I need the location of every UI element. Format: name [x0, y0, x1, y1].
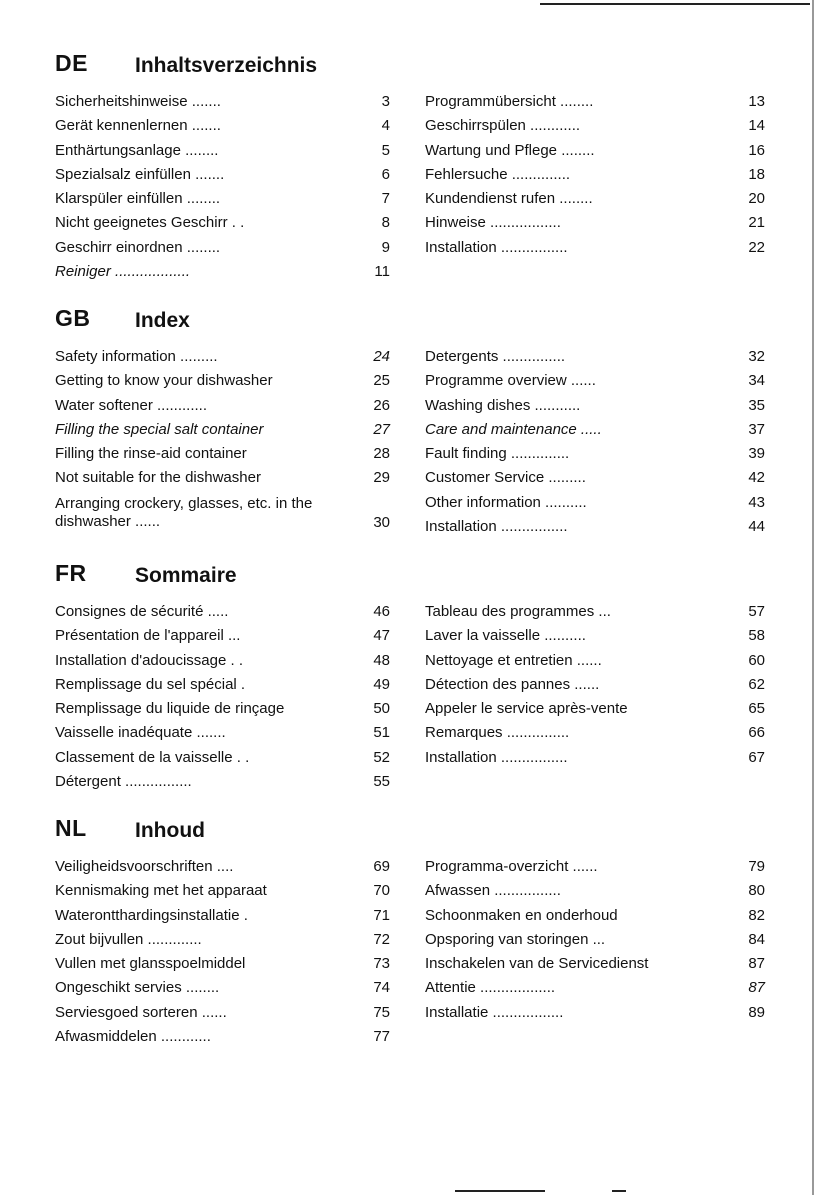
- toc-entry[interactable]: [55, 491, 390, 533]
- toc-entry-page: 69: [373, 858, 390, 875]
- toc-entry-page: 6: [381, 165, 390, 183]
- toc-entry[interactable]: [55, 721, 390, 745]
- toc-entry[interactable]: [55, 855, 390, 879]
- language-code: NL: [55, 815, 87, 841]
- toc-entry-title: Fehlersuche ..............: [425, 165, 571, 183]
- toc-entry-title: Kundendienst rufen ........: [425, 190, 593, 208]
- toc-entry-title: Remplissage du sel spécial .: [55, 675, 246, 693]
- toc-entry-page: 27: [373, 420, 390, 438]
- toc-entry-title: Reiniger ..................: [55, 263, 191, 281]
- toc-entry[interactable]: [55, 904, 390, 928]
- toc-right-column: [425, 345, 765, 539]
- toc-entry[interactable]: [425, 90, 765, 114]
- toc-entry-title: Washing dishes ...........: [425, 396, 581, 414]
- toc-entry[interactable]: [425, 673, 765, 697]
- toc-entry-title: Remplissage du liquide de rinçage: [55, 700, 285, 718]
- toc-entry[interactable]: [425, 721, 765, 745]
- toc-entry-page: 7: [381, 190, 390, 208]
- toc-entry-page: 22: [748, 238, 765, 256]
- toc-entry-page: 26: [373, 396, 390, 414]
- toc-entry-page: 49: [373, 675, 390, 693]
- toc-entry-page: 77: [373, 1028, 390, 1046]
- toc-entry[interactable]: [55, 369, 390, 393]
- toc-entry-title: Afwassen ................: [425, 882, 561, 900]
- toc-entry-title: Installation ................: [425, 238, 568, 256]
- toc-entry[interactable]: [55, 90, 390, 114]
- toc-entry[interactable]: [425, 139, 765, 163]
- toc-entry[interactable]: [425, 114, 765, 138]
- toc-entry-title: Geschirr einordnen ........: [55, 238, 221, 256]
- scan-right-edge: [812, 0, 814, 1195]
- toc-entry-page: 65: [748, 700, 765, 718]
- section-nl: [55, 815, 765, 1046]
- toc-entry-title: Veiligheidsvoorschriften ....: [55, 858, 234, 875]
- toc-entry[interactable]: [425, 345, 765, 369]
- toc-entry-page: 30: [373, 513, 390, 531]
- toc-entry-title: Schoonmaken en onderhoud: [425, 906, 618, 924]
- toc-entry-title: Laver la vaisselle ..........: [425, 627, 586, 645]
- toc-entry-title: Ongeschikt servies ........: [55, 979, 220, 997]
- toc-entry-title: Installation ................: [425, 518, 568, 536]
- toc-entry-page: 35: [748, 396, 765, 414]
- toc-entry[interactable]: [55, 624, 390, 648]
- toc-entry[interactable]: [55, 236, 390, 260]
- toc-entry-title: Programme overview ......: [425, 372, 596, 390]
- toc-entry-page: 47: [373, 627, 390, 645]
- section-gb: [55, 305, 765, 536]
- toc-entry[interactable]: [55, 466, 390, 490]
- toc-entry-page: 24: [373, 348, 390, 365]
- toc-entry-page: 72: [373, 930, 390, 948]
- toc-entry-title: Fault finding ..............: [425, 445, 570, 463]
- toc-entry-title: Care and maintenance .....: [425, 420, 602, 438]
- toc-entry-page: 32: [748, 348, 765, 365]
- toc-entry-page: 52: [373, 748, 390, 766]
- toc-entry[interactable]: [425, 491, 765, 515]
- toc-entry[interactable]: [425, 236, 765, 260]
- toc-entry-page: 44: [748, 518, 765, 536]
- toc-entry-title: Filling the special salt container: [55, 420, 264, 438]
- toc-entry-page: 21: [748, 214, 765, 232]
- toc-left-column: [55, 600, 390, 794]
- toc-entry-title: Tableau des programmes ...: [425, 603, 611, 620]
- toc-entry-page: 74: [373, 979, 390, 997]
- toc-entry-page: 62: [748, 675, 765, 693]
- toc-entry-page: 48: [373, 651, 390, 669]
- toc-entry[interactable]: [425, 879, 765, 903]
- toc-entry-title: Zout bijvullen .............: [55, 930, 202, 948]
- section-heading: [55, 50, 765, 90]
- toc-entry-page: 82: [748, 906, 765, 924]
- toc-entry-page: 4: [381, 117, 390, 135]
- toc-entry-page: 73: [373, 955, 390, 973]
- toc-entry[interactable]: [55, 260, 390, 284]
- toc-entry[interactable]: [55, 1001, 390, 1025]
- toc-entry-page: 20: [748, 190, 765, 208]
- toc-entry[interactable]: [55, 976, 390, 1000]
- toc-entry[interactable]: [425, 163, 765, 187]
- toc-right-column: [425, 90, 765, 260]
- toc-entry[interactable]: [425, 600, 765, 624]
- toc-entry-title: Detergents ...............: [425, 348, 566, 365]
- toc-entry-title: Sicherheitshinweise .......: [55, 93, 221, 110]
- toc-entry-page: 43: [748, 493, 765, 511]
- toc-entry[interactable]: [425, 952, 765, 976]
- toc-entry-title: Consignes de sécurité .....: [55, 603, 229, 620]
- toc-entry-page: 87: [748, 955, 765, 973]
- toc-entry[interactable]: [55, 649, 390, 673]
- toc-entry-page: 3: [381, 93, 390, 110]
- toc-entry-page: 46: [373, 603, 390, 620]
- toc-entry-page: 28: [373, 445, 390, 463]
- toc-entry[interactable]: [55, 187, 390, 211]
- toc-entry-title: Installatie .................: [425, 1003, 564, 1021]
- toc-right-column: [425, 600, 765, 770]
- language-code: FR: [55, 560, 87, 586]
- toc-entry[interactable]: [55, 394, 390, 418]
- section-fr: [55, 560, 765, 791]
- toc-entry[interactable]: [425, 442, 765, 466]
- section-heading: [55, 815, 765, 855]
- toc-entry-page: 58: [748, 627, 765, 645]
- toc-entry[interactable]: [55, 673, 390, 697]
- toc-entry-title: Safety information .........: [55, 348, 218, 365]
- toc-entry-page: 42: [748, 469, 765, 487]
- toc-entry-title: Klarspüler einfüllen ........: [55, 190, 221, 208]
- toc-entry-page: 25: [373, 372, 390, 390]
- toc-entry-title: Appeler le service après-vente: [425, 700, 628, 718]
- toc-entry[interactable]: [425, 976, 765, 1000]
- toc-entry[interactable]: [425, 624, 765, 648]
- toc-entry[interactable]: [55, 697, 390, 721]
- toc-entry-title: Installation d'adoucissage . .: [55, 651, 243, 669]
- toc-entry-title: Spezialsalz einfüllen .......: [55, 165, 225, 183]
- toc-entry[interactable]: [425, 418, 765, 442]
- toc-entry[interactable]: [55, 1025, 390, 1049]
- toc-entry-page: 11: [374, 263, 390, 281]
- toc-entry[interactable]: [425, 697, 765, 721]
- toc-entry[interactable]: [55, 770, 390, 794]
- toc-entry[interactable]: [55, 600, 390, 624]
- toc-entry-title: Opsporing van storingen ...: [425, 930, 606, 948]
- section-title: Index: [135, 309, 190, 332]
- toc-entry-title: Filling the rinse-aid container: [55, 445, 247, 463]
- toc-entry-title: Vullen met glansspoelmiddel: [55, 955, 246, 973]
- toc-entry-page: 34: [748, 372, 765, 390]
- toc-entry-title: Attentie ..................: [425, 979, 556, 997]
- toc-entry-page: 18: [748, 165, 765, 183]
- toc-entry-page: 29: [373, 469, 390, 487]
- section-de: [55, 50, 765, 281]
- toc-entry-page: 16: [748, 141, 765, 159]
- toc-right-column: [425, 855, 765, 1025]
- toc-entry[interactable]: [55, 746, 390, 770]
- toc-entry-title: Programmübersicht ........: [425, 93, 594, 110]
- toc-entry[interactable]: [55, 345, 390, 369]
- toc-entry-page: 8: [381, 214, 390, 232]
- toc-entry[interactable]: [55, 139, 390, 163]
- toc-entry[interactable]: [425, 187, 765, 211]
- toc-entry-page: 5: [381, 141, 390, 159]
- section-title: Inhoud: [135, 819, 205, 842]
- toc-entry-title: Water softener ............: [55, 396, 207, 414]
- toc-entry-title: Nettoyage et entretien ......: [425, 651, 602, 669]
- toc-entry-title: Kennismaking met het apparaat: [55, 882, 267, 900]
- toc-entry-title: Geschirrspülen ............: [425, 117, 581, 135]
- toc-entry[interactable]: [55, 952, 390, 976]
- toc-left-column: [55, 855, 390, 1049]
- toc-entry-page: 79: [748, 858, 765, 875]
- scan-bottom-line: [612, 1190, 626, 1192]
- toc-entry[interactable]: [425, 649, 765, 673]
- scan-bottom-line: [455, 1190, 545, 1192]
- toc-entry-title: Other information ..........: [425, 493, 587, 511]
- section-heading: [55, 305, 765, 345]
- language-code: GB: [55, 305, 91, 331]
- toc-entry[interactable]: [425, 466, 765, 490]
- toc-entry-page: 60: [748, 651, 765, 669]
- toc-entry-title: Getting to know your dishwasher: [55, 372, 273, 390]
- toc-entry-title: Wartung und Pflege ........: [425, 141, 595, 159]
- toc-entry-page: 84: [748, 930, 765, 948]
- toc-entry[interactable]: [55, 211, 390, 235]
- toc-entry[interactable]: [425, 855, 765, 879]
- toc-entry-page: 51: [373, 724, 390, 742]
- toc-entry-title: Inschakelen van de Servicedienst: [425, 955, 649, 973]
- toc-entry[interactable]: [425, 928, 765, 952]
- toc-entry-title: Nicht geeignetes Geschirr . .: [55, 214, 245, 232]
- toc-entry-page: 50: [373, 700, 390, 718]
- toc-entry[interactable]: [425, 515, 765, 539]
- toc-entry[interactable]: [55, 442, 390, 466]
- toc-entry-page: 70: [373, 882, 390, 900]
- toc-entry-title: Détergent ................: [55, 773, 192, 791]
- language-code: DE: [55, 50, 88, 76]
- scan-top-line: [540, 3, 810, 5]
- toc-entry-title: Classement de la vaisselle . .: [55, 748, 250, 766]
- toc-entry[interactable]: [425, 394, 765, 418]
- toc-entry-page: 57: [748, 603, 765, 620]
- toc-entry-title: Waterontthardingsinstallatie .: [55, 906, 248, 924]
- toc-entry[interactable]: [425, 369, 765, 393]
- toc-entry-page: 67: [748, 748, 765, 766]
- toc-entry-title: Programma-overzicht ......: [425, 858, 598, 875]
- toc-entry-page: 75: [373, 1003, 390, 1021]
- toc-entry-page: 55: [373, 773, 390, 791]
- toc-entry-page: 71: [373, 906, 390, 924]
- toc-entry-title: Vaisselle inadéquate .......: [55, 724, 226, 742]
- toc-entry[interactable]: [425, 211, 765, 235]
- toc-entry-page: 37: [748, 420, 765, 438]
- toc-entry-title: Gerät kennenlernen .......: [55, 117, 221, 135]
- toc-entry[interactable]: [55, 928, 390, 952]
- toc-entry-title: Customer Service .........: [425, 469, 586, 487]
- section-title: Inhaltsverzeichnis: [135, 54, 318, 77]
- toc-entry-title: Afwasmiddelen ............: [55, 1028, 211, 1046]
- toc-entry-title: Présentation de l'appareil ...: [55, 627, 241, 645]
- toc-entry-page: 13: [748, 93, 765, 110]
- toc-entry[interactable]: [425, 746, 765, 770]
- section-title: Sommaire: [135, 564, 237, 587]
- toc-left-column: [55, 90, 390, 284]
- toc-entry-page: 89: [748, 1003, 765, 1021]
- toc-entry-title: Serviesgoed sorteren ......: [55, 1003, 227, 1021]
- toc-entry-title: Installation ................: [425, 748, 568, 766]
- toc-entry[interactable]: [55, 418, 390, 442]
- toc-entry[interactable]: [425, 904, 765, 928]
- section-heading: [55, 560, 765, 600]
- toc-entry[interactable]: [425, 1001, 765, 1025]
- toc-entry[interactable]: [55, 114, 390, 138]
- toc-entry-title: Détection des pannes ......: [425, 675, 600, 693]
- toc-entry-page: 87: [748, 979, 765, 997]
- toc-entry[interactable]: [55, 163, 390, 187]
- toc-entry-title: Enthärtungsanlage ........: [55, 141, 219, 159]
- toc-entry-page: 14: [748, 117, 765, 135]
- toc-entry-page: 80: [748, 882, 765, 900]
- toc-entry-title: Hinweise .................: [425, 214, 561, 232]
- toc-entry-page: 66: [748, 724, 765, 742]
- toc-entry-page: 39: [748, 445, 765, 463]
- toc-entry-page: 9: [381, 238, 390, 256]
- toc-entry-title: Remarques ...............: [425, 724, 570, 742]
- toc-entry[interactable]: [55, 879, 390, 903]
- toc-entry-title: Arranging crockery, glasses, etc. in the dishwasher ......: [55, 494, 313, 530]
- toc-entry-title: Not suitable for the dishwasher: [55, 469, 261, 487]
- toc-left-column: [55, 345, 390, 533]
